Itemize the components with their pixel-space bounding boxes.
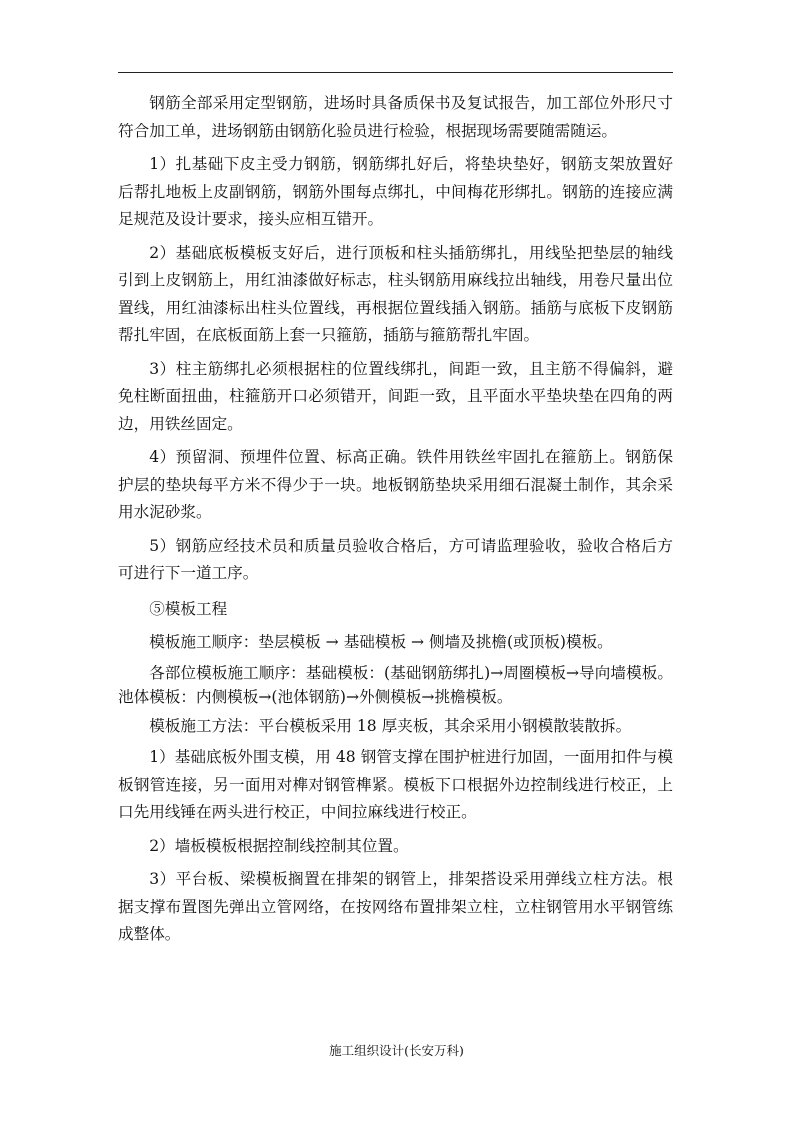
paragraph-formwork-step-2: 2）墙板模板根据控制线控制其位置。 (149, 836, 409, 855)
paragraph-formwork-method: 模板施工方法：平台模板采用 18 厚夹板，其余采用小钢模散装散拆。 (149, 716, 632, 735)
paragraph-rebar-step-5: 5）钢筋应经技术员和质量员验收合格后，方可请监理验收，验收合格后方可进行下一道工序。 (118, 536, 673, 582)
paragraph-formwork-step-3: 3）平台板、梁模板搁置在排架的钢管上，排架搭设采用弹线立柱方法。根据支撑布置图先弹出立管网络，在按网络布置排架立柱，立柱钢管用水平钢管练成整体。 (118, 870, 673, 943)
document-body (118, 90, 673, 949)
section-heading-formwork: ⑤模板工程 (149, 599, 228, 618)
paragraph-formwork-part-sequence: 各部位模板施工顺序：基础模板：(基础钢筋绑扎)→周圈模板→导向墙模板。池体模板：内侧模板→(池体钢筋)→外侧模板→挑檐模板。 (118, 663, 673, 706)
header-rule (118, 72, 673, 73)
paragraph-rebar-step-1: 1）扎基础下皮主受力钢筋，钢筋绑扎好后，将垫块垫好，钢筋支架放置好后帮扎地板上皮副钢筋，钢筋外围每点绑扎，中间梅花形绑扎。钢筋的连接应满足规范及设计要求，接头应相互错开。 (118, 155, 673, 228)
paragraph-rebar-general: 钢筋全部采用定型钢筋，进场时具备质保书及复试报告，加工部位外形尺寸符合加工单，进场钢筋由钢筋化验员进行检验，根据现场需要随需随运。 (118, 94, 673, 140)
paragraph-rebar-step-3: 3）柱主筋绑扎必须根据柱的位置线绑扎，间距一致，且主筋不得偏斜，避免柱断面扭曲，柱箍筋开口必须错开，间距一致，且平面水平垫块垫在四角的两边，用铁丝固定。 (118, 359, 673, 433)
paragraph-rebar-step-2: 2）基础底板模板支好后，进行顶板和柱头插筋绑扎，用线坠把垫层的轴线引到上皮钢筋上，用红油漆做好标志，柱头钢筋用麻线拉出轴线，用卷尺量出位置线，用红油漆标出柱头位置线，再根据位置线插入钢筋。插筋与底板下皮钢筋帮扎牢固，在底板面筋上套一只箍筋，插筋与箍筋帮扎牢固。 (118, 243, 673, 344)
paragraph-rebar-step-4: 4）预留洞、预埋件位置、标高正确。铁件用铁丝牢固扎在箍筋上。钢筋保护层的垫块每平方米不得少于一块。地板钢筋垫块采用细石混凝土制作，其余采用水泥砂浆。 (118, 448, 673, 521)
paragraph-formwork-step-1: 1）基础底板外围支模，用 48 钢管支撑在围护桩进行加固，一面用扣件与模板钢管连接，另一面用对榫对钢管榫紧。模板下口根据外边控制线进行校正，上口先用线锤在两头进行校正，中间拉麻线进行校正。 (118, 748, 673, 821)
paragraph-formwork-sequence: 模板施工顺序：垫层模板 → 基础模板 → 侧墙及挑檐(或顶板)模板。 (149, 633, 613, 651)
page-footer: 施工组织设计(长安万科) (329, 1043, 464, 1058)
